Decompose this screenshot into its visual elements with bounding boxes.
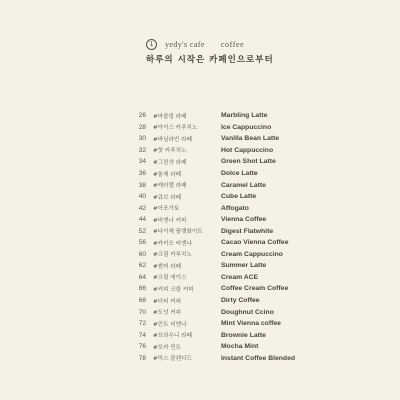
- toc-row: [130, 168, 320, 180]
- chapter-number-badge: 1: [146, 39, 157, 50]
- toc-page-number: 28: [138, 123, 146, 131]
- toc-english-title: Dirty Coffee: [221, 297, 260, 305]
- toc-korean-title: #비엔나 커피: [153, 217, 187, 224]
- toc-page-number: 76: [138, 343, 146, 351]
- toc-row: [130, 237, 320, 249]
- table-of-contents: [130, 110, 320, 364]
- toc-page-number: 36: [138, 170, 146, 177]
- toc-english-title: Mint Vienna coffee: [221, 320, 281, 328]
- toc-english-title: Summer Latte: [221, 262, 267, 270]
- toc-english-title: Doughnut Ccino: [221, 308, 274, 316]
- toc-row: [130, 122, 320, 134]
- toc-row: [130, 318, 320, 330]
- toc-page-number: 72: [138, 320, 146, 328]
- toc-korean-title: #아포가토: [153, 206, 180, 213]
- toc-page-number: 32: [138, 146, 146, 154]
- toc-row: [130, 214, 320, 226]
- toc-english-title: Cream ACE: [221, 273, 259, 281]
- toc-page-number: 68: [138, 297, 146, 305]
- toc-row: [130, 110, 320, 122]
- toc-korean-title: #도넛 커피: [153, 310, 182, 317]
- toc-korean-title: #그린샷 라떼: [153, 159, 187, 166]
- toc-english-title: Cube Latte: [221, 193, 257, 201]
- toc-page-number: 52: [138, 227, 146, 235]
- toc-korean-title: #다이제 플랫화이트: [153, 229, 203, 236]
- toc-row: [130, 133, 320, 145]
- toc-row: [130, 341, 320, 353]
- chapter-subtitle: 하루의 시작은 카페인으로부터: [146, 55, 274, 65]
- toc-korean-title: #아이스 카푸치노: [153, 125, 198, 132]
- toc-english-title: Mocha Mint: [221, 343, 259, 351]
- toc-english-title: Digest Flatwhite: [221, 227, 274, 235]
- toc-english-title: Hot Cappuccino: [221, 146, 274, 154]
- toc-row: [130, 306, 320, 318]
- toc-english-title: Affogato: [221, 204, 249, 212]
- toc-row: [130, 329, 320, 341]
- toc-english-title: Vienna Coffee: [221, 216, 267, 224]
- toc-english-title: Ice Cappuccino: [221, 123, 272, 131]
- toc-english-title: Cacao Vienna Coffee: [221, 239, 289, 247]
- toc-row: [130, 191, 320, 203]
- toc-korean-title: #브라우니 라떼: [153, 333, 192, 340]
- toc-page-number: 40: [138, 193, 146, 201]
- toc-page-number: 30: [138, 135, 146, 143]
- toc-korean-title: #돌체 라떼: [153, 171, 182, 178]
- brand-subtitle: coffee: [220, 39, 245, 49]
- toc-page-number: 62: [138, 262, 146, 270]
- toc-korean-title: #마블링 라떼: [153, 113, 187, 120]
- toc-row: [130, 352, 320, 364]
- toc-row: [130, 202, 320, 214]
- chapter-header: [146, 38, 386, 65]
- toc-korean-title: #캐러멜 라떼: [153, 183, 187, 190]
- toc-row: [130, 272, 320, 284]
- toc-row: [130, 260, 320, 272]
- toc-page-number: 60: [138, 250, 146, 258]
- toc-english-title: Instant Coffee Blended: [221, 354, 296, 362]
- toc-korean-title: #커피 크림 커피: [153, 286, 194, 293]
- toc-page-number: 66: [138, 285, 146, 293]
- toc-korean-title: #큐브 라떼: [153, 194, 182, 201]
- toc-page-number: 78: [138, 354, 146, 362]
- toc-page-number: 38: [138, 181, 146, 189]
- toc-korean-title: #카카오 비엔나: [153, 240, 192, 247]
- toc-row: [130, 225, 320, 237]
- toc-page-number: 44: [138, 216, 146, 224]
- toc-korean-title: #바닐라빈 라떼: [153, 136, 192, 143]
- toc-english-title: Dolce Latte: [221, 170, 258, 177]
- toc-page-number: 56: [138, 239, 146, 247]
- toc-english-title: Vanilla Bean Latte: [221, 135, 280, 143]
- toc-page-number: 26: [138, 112, 146, 120]
- toc-page-number: 34: [138, 158, 146, 166]
- brand-name: yedy's cafe: [165, 39, 205, 49]
- toc-english-title: Cream Cappuccino: [221, 250, 283, 258]
- toc-korean-title: #모카 민트: [153, 344, 182, 351]
- toc-row: [130, 156, 320, 168]
- toc-page-number: 74: [138, 331, 146, 339]
- toc-row: [130, 179, 320, 191]
- toc-row: [130, 249, 320, 261]
- toc-row: [130, 283, 320, 295]
- toc-korean-title: #더티 커피: [153, 298, 182, 305]
- toc-row: [130, 145, 320, 157]
- toc-english-title: Brownie Latte: [221, 331, 266, 339]
- toc-korean-title: #민트 비엔나: [153, 321, 187, 328]
- toc-korean-title: #크림 에이스: [153, 275, 187, 282]
- toc-row: [130, 295, 320, 307]
- chapter-title-row: [146, 38, 386, 50]
- toc-english-title: Caramel Latte: [221, 181, 266, 189]
- toc-korean-title: #썸머 라떼: [153, 263, 182, 270]
- toc-page-number: 70: [138, 308, 146, 316]
- toc-english-title: Marbling Latte: [221, 112, 268, 120]
- toc-english-title: Green Shot Latte: [221, 158, 276, 166]
- toc-korean-title: #믹스 블렌디드: [153, 356, 192, 363]
- toc-page-number: 64: [138, 273, 146, 281]
- toc-korean-title: #크림 카푸치노: [153, 252, 192, 259]
- toc-page-number: 42: [138, 204, 146, 212]
- toc-english-title: Coffee Cream Coffee: [221, 285, 289, 293]
- toc-korean-title: #핫 카푸치노: [153, 148, 187, 155]
